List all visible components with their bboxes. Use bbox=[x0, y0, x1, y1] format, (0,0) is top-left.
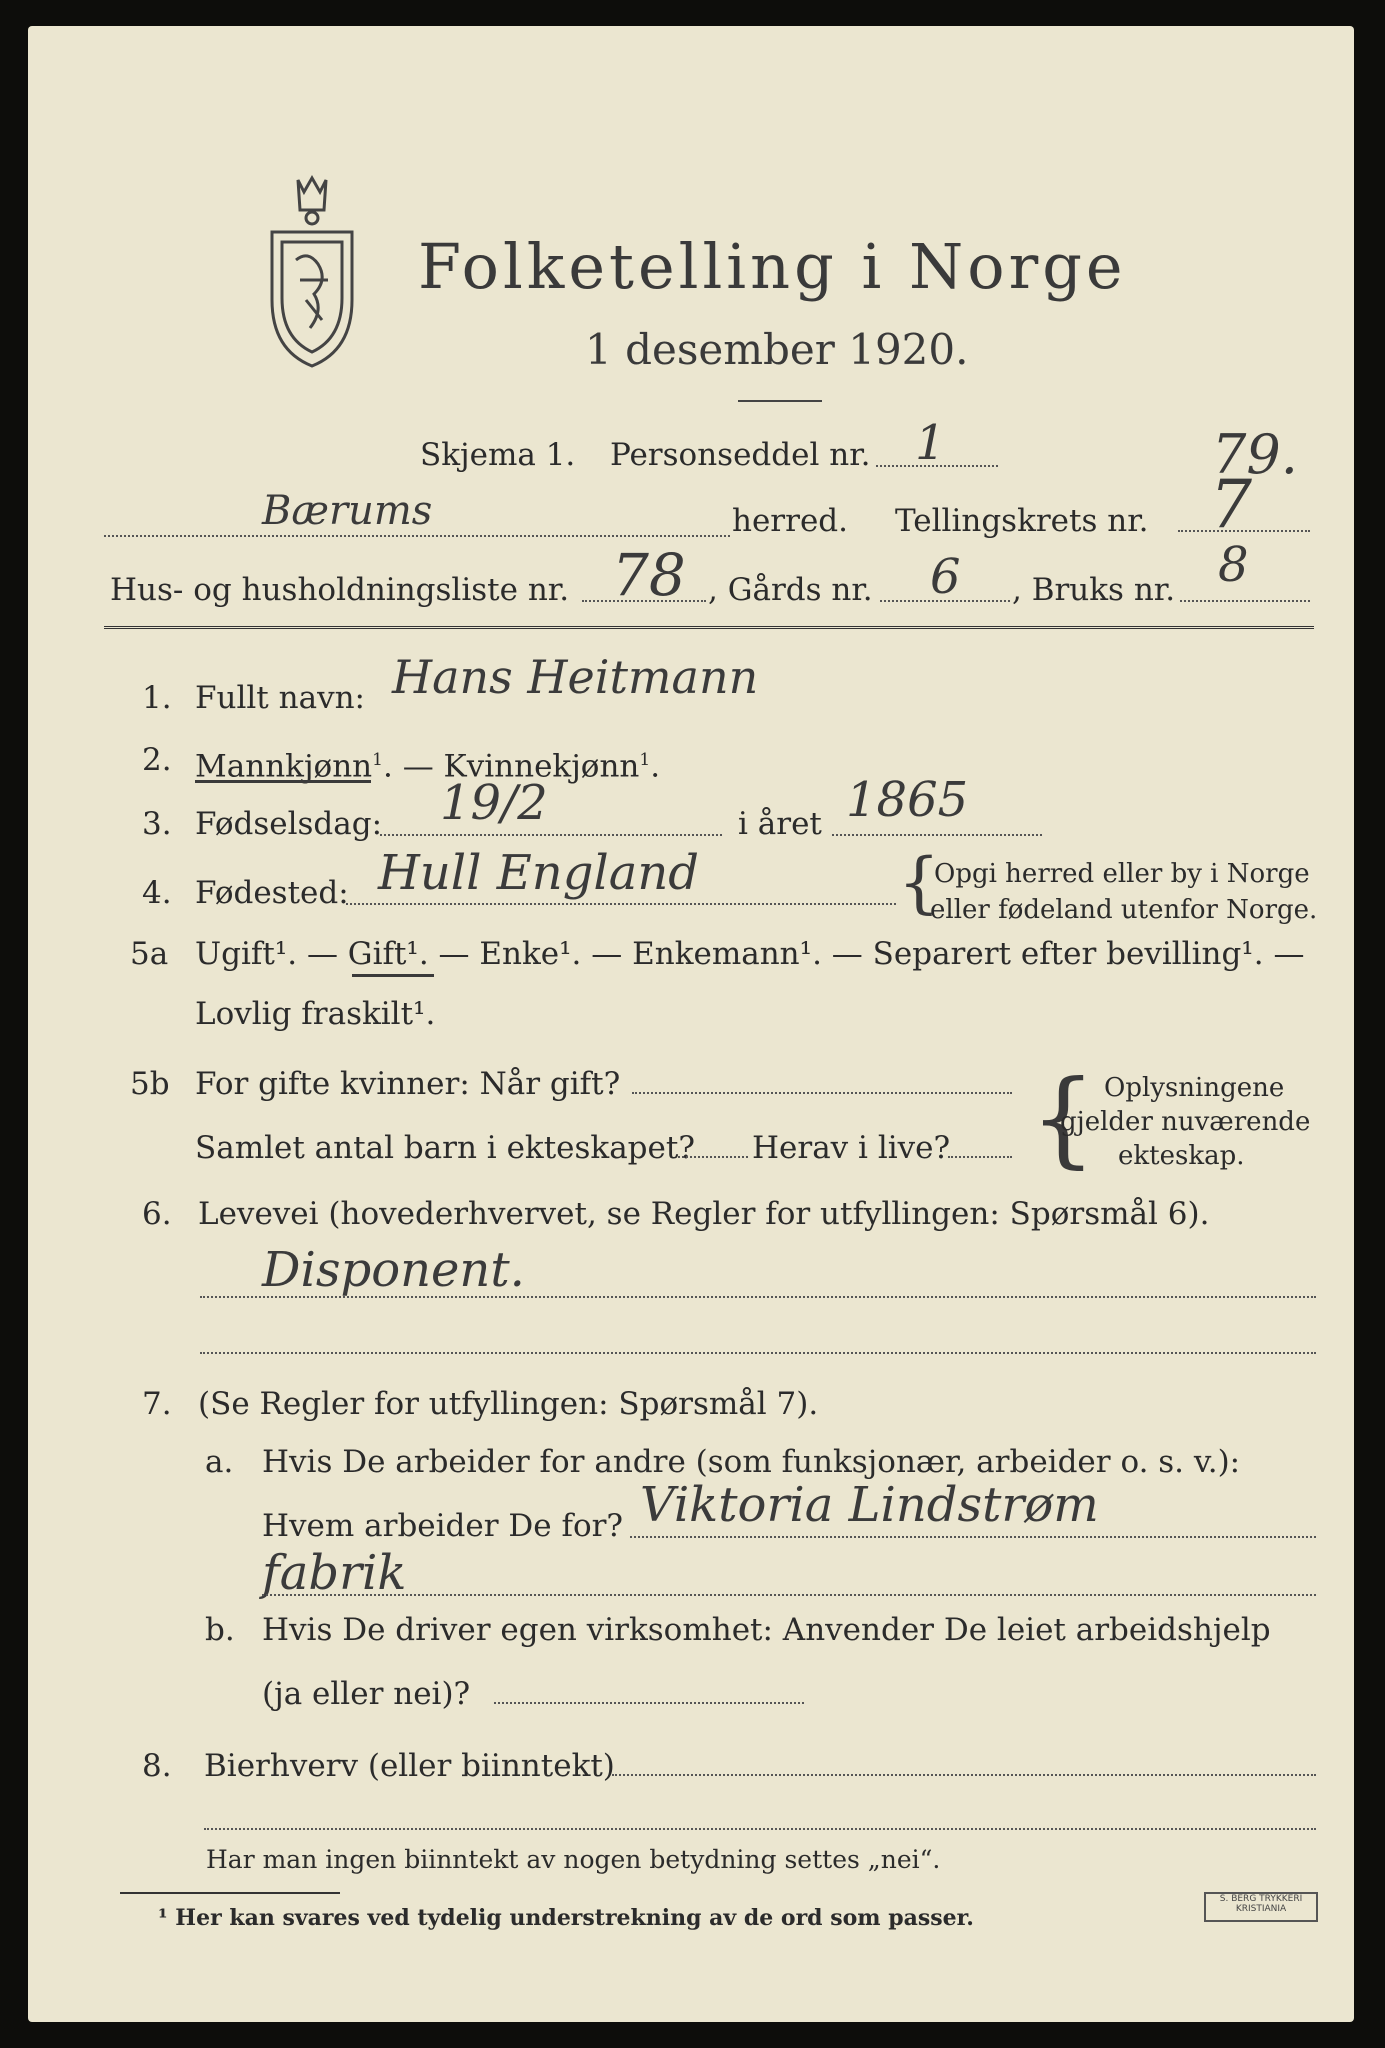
q5b-number: 5b bbox=[130, 1066, 170, 1102]
bottom-note: Har man ingen biinntekt av nogen betydning settes „nei“. bbox=[206, 1845, 941, 1874]
corner-number: 79. bbox=[1212, 423, 1298, 486]
form-title: Folketelling i Norge bbox=[418, 230, 1127, 303]
gards-value: 6 bbox=[930, 549, 961, 605]
q7a-line1: Hvis De arbeider for andre (som funksjonær, arbeider o. s. v.): bbox=[262, 1444, 1241, 1480]
q2-female: Kvinnekjønn bbox=[443, 748, 640, 785]
q8-line1 bbox=[612, 1774, 1316, 1776]
footnote-divider bbox=[120, 1892, 340, 1894]
q7a-employer-value: Viktoria Lindstrøm bbox=[640, 1477, 1099, 1533]
q8-label: Bierhverv (eller biinntekt) bbox=[204, 1748, 615, 1784]
q6-line2 bbox=[200, 1352, 1316, 1354]
q7b-line1: Hvis De driver egen virksomhet: Anvender De leiet arbeidshjelp bbox=[262, 1612, 1271, 1648]
q4-note-line2: eller fødeland utenfor Norge. bbox=[930, 895, 1318, 925]
schema-label: Skjema 1. bbox=[420, 437, 576, 473]
q6-label: Levevei (hovederhvervet, se Regler for utfyllingen: Spørsmål 6). bbox=[198, 1196, 1210, 1232]
q1-full-name: Hans Heitmann bbox=[392, 650, 759, 704]
tellingskrets-label: Tellingskrets nr. bbox=[895, 503, 1149, 539]
q3-label: Fødselsdag: bbox=[195, 806, 383, 842]
q5b-note-line3: ekteskap. bbox=[1118, 1141, 1245, 1171]
q2-number: 2. bbox=[142, 742, 172, 778]
q8-number: 8. bbox=[142, 1748, 172, 1784]
personseddel-label: Personseddel nr. bbox=[610, 437, 871, 473]
census-date: 1 desember 1920. bbox=[585, 325, 969, 374]
tellingskrets-value: 7 bbox=[1210, 466, 1252, 543]
herred-value: Bærums bbox=[262, 488, 433, 534]
q4-birthplace-line bbox=[346, 903, 896, 905]
household-list-label: Hus- og husholdningsliste nr. bbox=[110, 572, 570, 608]
q4-label: Fødested: bbox=[195, 875, 349, 911]
q7a-employer-line bbox=[630, 1536, 1316, 1538]
q5b-line1: For gifte kvinner: Når gift? bbox=[195, 1066, 621, 1102]
gards-label: , Gårds nr. bbox=[708, 572, 873, 608]
q7-number: 7. bbox=[142, 1386, 172, 1422]
q7a-employer-label: Hvem arbeider De for? bbox=[262, 1508, 624, 1544]
q2-options: Mannkjønn$^1$. — Kvinnekjønn$^1$. bbox=[195, 748, 661, 785]
bruks-value: 8 bbox=[1218, 537, 1249, 593]
q7a-employer-value-line2: fabrik bbox=[262, 1545, 407, 1601]
q4-note-brace: { bbox=[898, 844, 940, 921]
q6-line1 bbox=[200, 1296, 1316, 1298]
q5b-note-line1: Oplysningene bbox=[1104, 1073, 1285, 1103]
q1-label: Fullt navn: bbox=[195, 680, 365, 716]
q3-number: 3. bbox=[142, 806, 172, 842]
q5b-alive-line bbox=[948, 1156, 1012, 1158]
q7-label: (Se Regler for utfyllingen: Spørsmål 7). bbox=[198, 1386, 819, 1422]
q2-male: Mannkjønn bbox=[195, 748, 373, 785]
q7b-answer-line bbox=[494, 1702, 804, 1704]
printer-stamp: S. BERG TRYKKERI KRISTIANIA bbox=[1204, 1892, 1318, 1922]
q3-year-value: 1865 bbox=[846, 772, 969, 828]
herred-label: herred. bbox=[732, 503, 848, 539]
q5a-options: Ugift¹. — Gift¹. — Enke¹. — Enkemann¹. — Separert efter bevilling¹. — bbox=[195, 936, 1305, 972]
footnote: ¹ Her kan svares ved tydelig understrekning av de ord som passer. bbox=[158, 1905, 974, 1931]
q3-birthdate-value: 19/2 bbox=[440, 775, 548, 831]
q7a-employer-line2 bbox=[262, 1594, 1316, 1596]
q3-year-line bbox=[832, 834, 1042, 836]
q7b-letter: b. bbox=[205, 1612, 235, 1648]
title-divider bbox=[738, 400, 822, 402]
q5b-alive-label: Herav i live? bbox=[752, 1130, 951, 1166]
q6-number: 6. bbox=[142, 1196, 172, 1232]
q8-line2 bbox=[204, 1828, 1316, 1830]
q7b-label: (ja eller nei)? bbox=[262, 1676, 471, 1712]
personseddel-value: 1 bbox=[915, 415, 946, 471]
bruks-label: , Bruks nr. bbox=[1012, 572, 1176, 608]
q5a-gift-underline bbox=[352, 974, 434, 977]
q1-number: 1. bbox=[142, 680, 172, 716]
q6-occupation-value: Disponent. bbox=[262, 1242, 525, 1298]
q5b-children-label: Samlet antal barn i ekteskapet? bbox=[195, 1130, 695, 1166]
q5a-options-line2: Lovlig fraskilt¹. bbox=[195, 996, 436, 1032]
norwegian-coat-of-arms-icon bbox=[258, 170, 366, 370]
q5a-number: 5a bbox=[130, 936, 169, 972]
q3-year-label: i året bbox=[738, 806, 822, 842]
q5b-children-line bbox=[678, 1156, 748, 1158]
q4-birthplace-value: Hull England bbox=[378, 845, 700, 901]
q5b-note-line2: gjelder nuværende bbox=[1060, 1107, 1311, 1137]
q5b-married-line bbox=[632, 1092, 1012, 1094]
q4-number: 4. bbox=[142, 875, 172, 911]
header-separator bbox=[104, 626, 1314, 629]
q2-male-underline bbox=[195, 780, 371, 783]
q3-birthdate-line bbox=[380, 834, 722, 836]
q4-note-line1: Opgi herred eller by i Norge bbox=[934, 859, 1310, 889]
bruks-line bbox=[1180, 600, 1310, 602]
q7a-letter: a. bbox=[205, 1444, 234, 1480]
q5b-note-brace: { bbox=[1030, 1057, 1097, 1179]
household-list-value: 78 bbox=[612, 541, 686, 609]
